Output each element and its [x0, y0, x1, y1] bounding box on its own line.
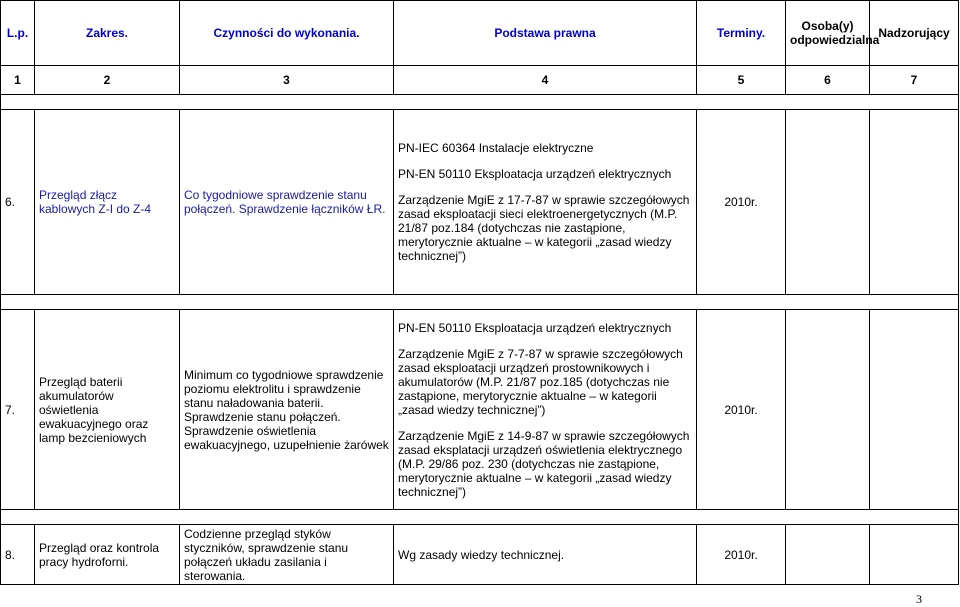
- row-osoba: [786, 110, 870, 295]
- law-entry: Zarządzenie MgiE z 17-7-87 w sprawie szczegółowych zasad eksploatacji sieci elektroenergetycznych (M.P. 21/87 poz.184 (dotychczas nie zastąpione, merytorycznie aktualne – w kategorii „zasad wiedzy technicznej”): [398, 193, 690, 263]
- col-number: 2: [35, 66, 180, 95]
- law-entry: PN-EN 50110 Eksploatacja urządzeń elektrycznych: [398, 167, 672, 181]
- row-podstawa: [394, 310, 697, 510]
- col-number: 6: [786, 66, 870, 95]
- law-entry: PN-EN 50110 Eksploatacja urządzeń elektrycznych: [398, 320, 672, 335]
- header-osoba: Osoba(y) odpowiedzialna: [786, 1, 870, 66]
- header-lp: L.p.: [1, 1, 35, 66]
- row-osoba: [786, 525, 870, 585]
- row-termin: 2010r.: [697, 110, 786, 295]
- spacer-row: [1, 295, 959, 310]
- col-number: 3: [180, 66, 394, 95]
- table-row: [1, 310, 959, 510]
- col-number: 4: [394, 66, 697, 95]
- row-zakres: Przegląd baterii akumulatorów oświetlenia ewakuacyjnego oraz lamp bezcieniowych: [35, 310, 180, 510]
- header-nadzorujacy: Nadzorujący: [870, 1, 959, 66]
- header-podstawa: Podstawa prawna: [394, 1, 697, 66]
- row-czynnosci: Codzienne przegląd styków styczników, sprawdzenie stanu połączeń układu zasilania i sterowania.: [180, 525, 394, 585]
- row-termin: 2010r.: [697, 525, 786, 585]
- row-termin: 2010r.: [697, 310, 786, 510]
- page-number: 3: [916, 592, 922, 606]
- row-czynnosci: Co tygodniowe sprawdzenie stanu połączeń. Sprawdzenie łączników ŁR.: [180, 110, 394, 295]
- header-row: [1, 1, 959, 66]
- row-zakres: Przegląd oraz kontrola pracy hydroforni.: [35, 525, 180, 585]
- column-number-row: [1, 66, 959, 95]
- row-lp: 8.: [1, 525, 35, 585]
- law-entry: Wg zasady wiedzy technicznej.: [398, 547, 565, 562]
- row-nadzor: [870, 310, 959, 510]
- row-nadzor: [870, 110, 959, 295]
- header-terminy: Terminy.: [697, 1, 786, 66]
- row-czynnosci: Minimum co tygodniowe sprawdzenie poziomu elektrolitu i sprawdzenie stanu naładowania baterii. Sprawdzenie stanu połączeń. Sprawdzenie oświetlenia ewakuacyjnego, uzupełnienie żarówek: [180, 310, 394, 510]
- row-lp: 7.: [1, 310, 35, 510]
- row-zakres: Przegląd złącz kablowych Z-I do Z-4: [35, 110, 180, 295]
- table-row: [1, 525, 959, 585]
- col-number: 1: [1, 66, 35, 95]
- law-entry: Zarządzenie MgiE z 7-7-87 w sprawie szczegółowych zasad eksploatacji urządzeń prostownikowych i akumulatorów (M.P. 21/87 poz.185 (dotychczas nie zastąpione, merytorycznie aktualne – w kategorii „zasad wiedzy technicznej”): [398, 346, 683, 417]
- row-osoba: [786, 310, 870, 510]
- row-podstawa: [394, 525, 697, 585]
- law-entry: Zarządzenie MgiE z 14-9-87 w sprawie szczegółowych zasad eksplatacji urządzeń oświetlenia elektrycznego (M.P. 29/86 poz. 230 (dotychczas nie zastąpione, merytorycznie aktualne – w kategorii „zasad wiedzy technicznej”): [398, 428, 690, 499]
- header-czynnosci: Czynności do wykonania.: [180, 1, 394, 66]
- col-number: 7: [870, 66, 959, 95]
- table-row: [1, 110, 959, 295]
- row-nadzor: [870, 525, 959, 585]
- law-entry: PN-IEC 60364 Instalacje elektryczne: [398, 141, 594, 155]
- spacer-row: [1, 510, 959, 525]
- row-lp: 6.: [1, 110, 35, 295]
- spacer-row: [1, 95, 959, 110]
- header-zakres: Zakres.: [35, 1, 180, 66]
- col-number: 5: [697, 66, 786, 95]
- row-podstawa: [394, 110, 697, 295]
